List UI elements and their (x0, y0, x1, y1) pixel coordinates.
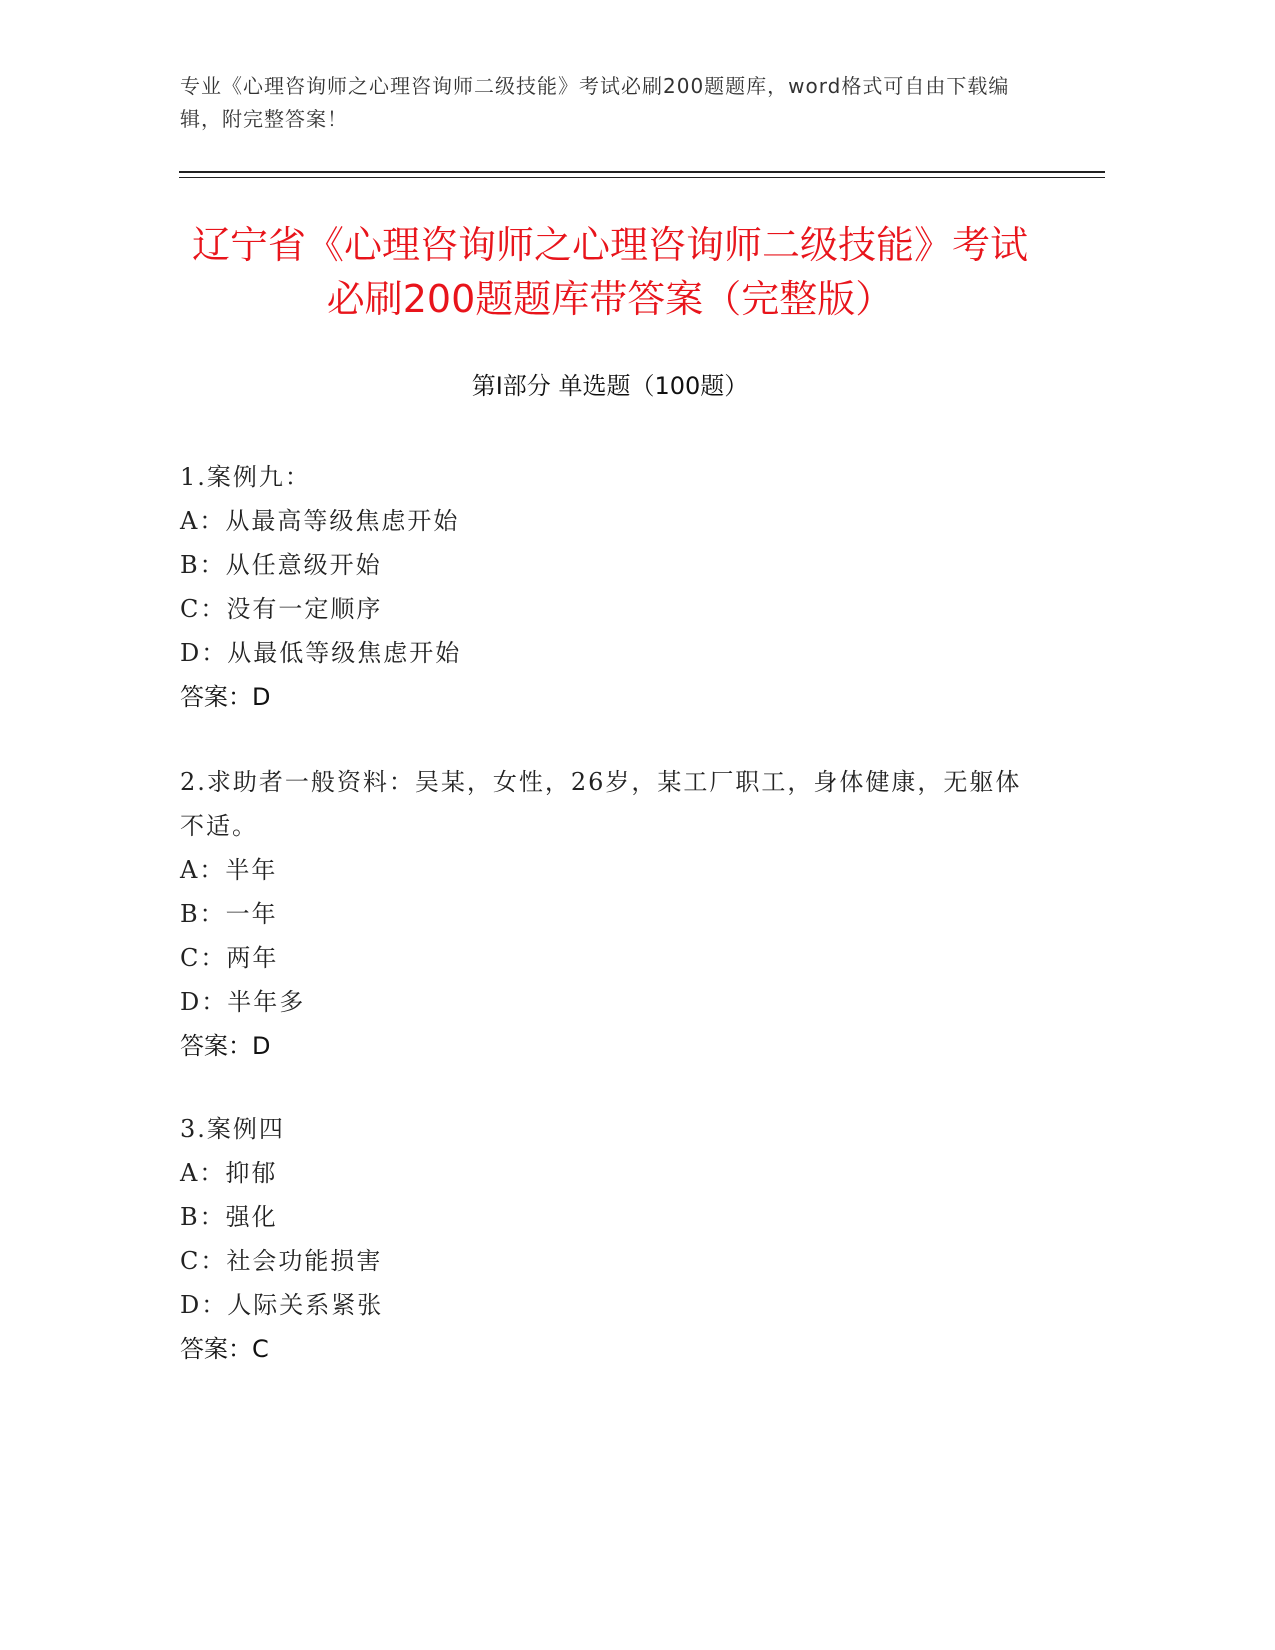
question-stem: 3.案例四 (180, 1115, 285, 1143)
question-stem: 1.案例九： (180, 463, 311, 491)
answer: 答案：C (180, 1335, 269, 1363)
option-d: D：半年多 (180, 988, 306, 1016)
question-3 (180, 1107, 1040, 1371)
option-c: C：没有一定顺序 (180, 595, 383, 623)
section-title: 第Ⅰ部分 单选题（100题） (471, 372, 749, 400)
option-d: D：人际关系紧张 (180, 1291, 384, 1319)
header-divider-thin (179, 177, 1105, 178)
answer: 答案：D (180, 1032, 271, 1060)
question-1 (180, 455, 1040, 719)
option-a: A：半年 (180, 856, 278, 884)
option-a: A：从最高等级焦虑开始 (180, 507, 460, 535)
option-b: B：强化 (180, 1203, 278, 1231)
option-a: A：抑郁 (180, 1159, 278, 1187)
option-d: D：从最低等级焦虑开始 (180, 639, 462, 667)
option-b: B：一年 (180, 900, 278, 928)
option-c: C：社会功能损害 (180, 1247, 383, 1275)
document-title: 辽宁省《心理咨询师之心理咨询师二级技能》考试必刷200题题库带答案（完整版） (191, 223, 1028, 321)
option-c: C：两年 (180, 944, 279, 972)
question-stem: 2.求助者一般资料：吴某，女性，26岁，某工厂职工，身体健康，无躯体不适。 (180, 768, 1022, 840)
header-note: 专业《心理咨询师之心理咨询师二级技能》考试必刷200题题库，word格式可自由下载编辑，附完整答案！ (180, 74, 1010, 131)
question-2 (180, 760, 1040, 1068)
answer: 答案：D (180, 683, 271, 711)
option-b: B：从任意级开始 (180, 551, 382, 579)
header-divider-thick (179, 171, 1105, 173)
